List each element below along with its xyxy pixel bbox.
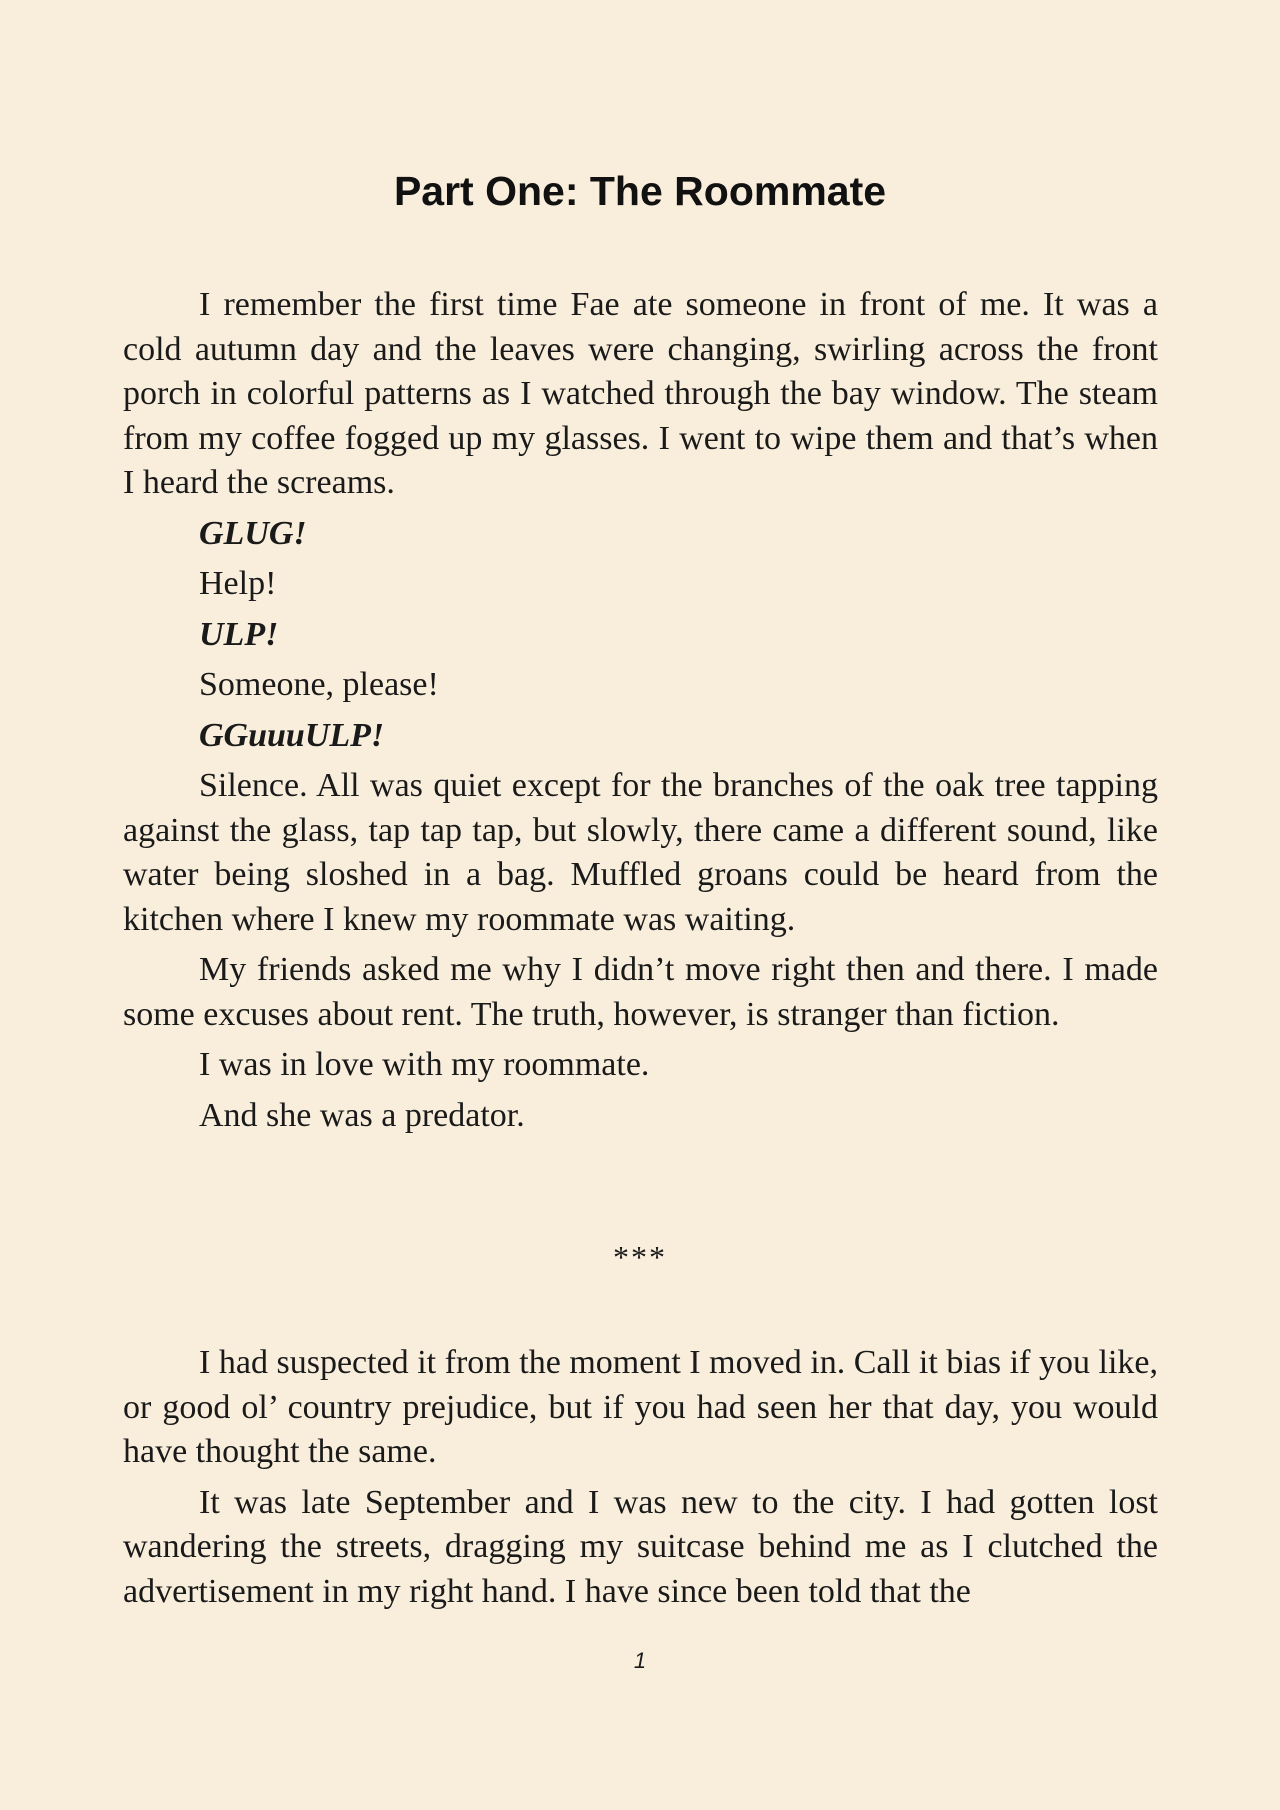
paragraph: I was in love with my roommate. xyxy=(199,1046,650,1083)
dialogue-line: Someone, please! xyxy=(199,666,439,703)
sound-effect: GLUG! xyxy=(199,514,307,552)
paragraph: I remember the first time Fae ate someone in front of me. It was a cold autumn day and the leaves were changing, swirling across the front porch in colorful patterns as I watched through the bay window. The steam from my coffee fogged up my glasses. I went to wipe them and that’s when I heard the screams. xyxy=(123,286,1158,501)
paragraph: My friends asked me why I didn’t move right then and there. I made some excuses about rent. The truth, however, is stranger than fiction. xyxy=(123,951,1158,1033)
paragraph: And she was a predator. xyxy=(199,1096,525,1134)
paragraph: I had suspected it from the moment I moved in. Call it bias if you like, or good ol’ country prejudice, but if you had seen her that day, you would have thought the same. xyxy=(123,1344,1158,1470)
chapter-title: Part One: The Roommate xyxy=(393,168,887,214)
sound-effect: ULP! xyxy=(199,615,279,653)
section-one xyxy=(123,283,1158,1138)
paragraph: It was late September and I was new to the city. I had gotten lost wandering the streets, dragging my suitcase behind me as I clutched the advertisement in my right hand. I have since been told that the xyxy=(123,1483,1158,1610)
page-number: 1 xyxy=(633,1648,647,1673)
dialogue-line: Help! xyxy=(199,565,277,602)
scene-break: *** xyxy=(613,1239,667,1275)
sound-effect: GGuuuULP! xyxy=(199,716,385,754)
paragraph: Silence. All was quiet except for the branches of the oak tree tapping against the glass, tap tap tap, but slowly, there came a different sound, like water being sloshed in a bag. Muffled groans could be heard from the kitchen where I knew my roommate was waiting. xyxy=(123,767,1158,938)
section-two xyxy=(123,1341,1158,1614)
